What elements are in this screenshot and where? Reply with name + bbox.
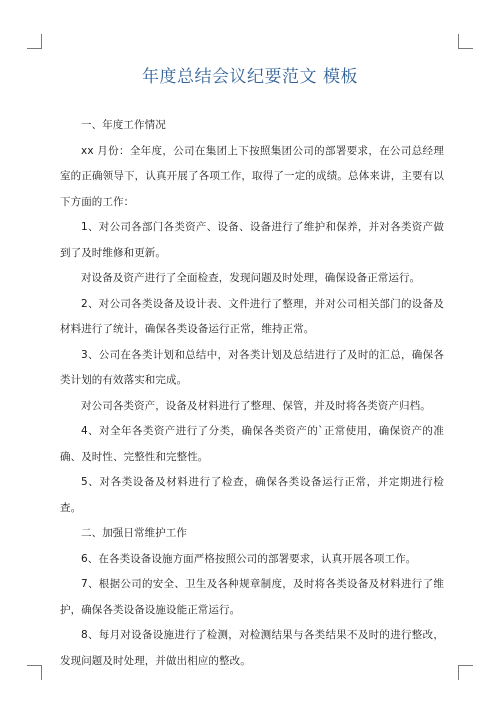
document-title: 年度总结会议纪要范文 模板: [142, 67, 358, 87]
paragraph-item-5: 5、对各类设备及材料进行了检查，确保各类设备运行正常，并定期进行检查。: [60, 476, 444, 514]
paragraph-intro: xx 月份：全年度，公司在集团上下按照集团公司的部署要求，在公司总经理室的正确领导下，认真开展了各项工作，取得了一定的成绩。总体来讲，主要有以下方面的工作：: [60, 144, 444, 208]
paragraph-equipment-check: 对设备及资产进行了全面检查，发现问题及时处理，确保设备正常运行。: [81, 272, 421, 284]
paragraph-item-6: 6、在各类设备设施方面严格按照公司的部署要求，认真开展各项工作。: [81, 552, 417, 565]
paragraph-item-7: 7、根据公司的安全、卫生及各种规章制度，及时将各类设备及材料进行了维护，确保各类设备设施设能正常运行。: [60, 578, 444, 616]
paragraph-item-4: 4、对全年各类资产进行了分类，确保各类资产的`正常使用，确保资产的准确、及时性、完整性和完整性。: [60, 425, 444, 463]
paragraph-asset-archive: 对公司各类资产，设备及材料进行了整理、保管，并及时将各类资产归档。: [81, 399, 431, 412]
section-heading-daily-maintenance: 二、加强日常维护工作: [81, 527, 187, 539]
crop-mark-bottom-left: [27, 665, 42, 680]
section-heading-annual-work: 一、年度工作情况: [81, 119, 166, 131]
crop-mark-top-right: [458, 34, 473, 49]
paragraph-item-8: 8、每月对设备设施进行了检测，对检测结果与各类结果不及时的进行整改，发现问题及时处理，并做出相应的整改。: [60, 629, 444, 667]
crop-mark-bottom-right: [458, 665, 473, 680]
paragraph-item-2: 2、对公司各类设备及设计表、文件进行了整理，并对公司相关部门的设备及材料进行了统计，确保各类设备运行正常，维持正常。: [60, 297, 444, 335]
crop-mark-top-left: [27, 34, 42, 49]
paragraph-item-3: 3、公司在各类计划和总结中，对各类计划及总结进行了及时的汇总，确保各类计划的有效落实和完成。: [60, 348, 444, 386]
document-body: [60, 113, 444, 674]
paragraph-item-1: 1、对公司各部门各类资产、设备、设备进行了维护和保养，并对各类资产做到了及时维修和更新。: [60, 221, 444, 259]
